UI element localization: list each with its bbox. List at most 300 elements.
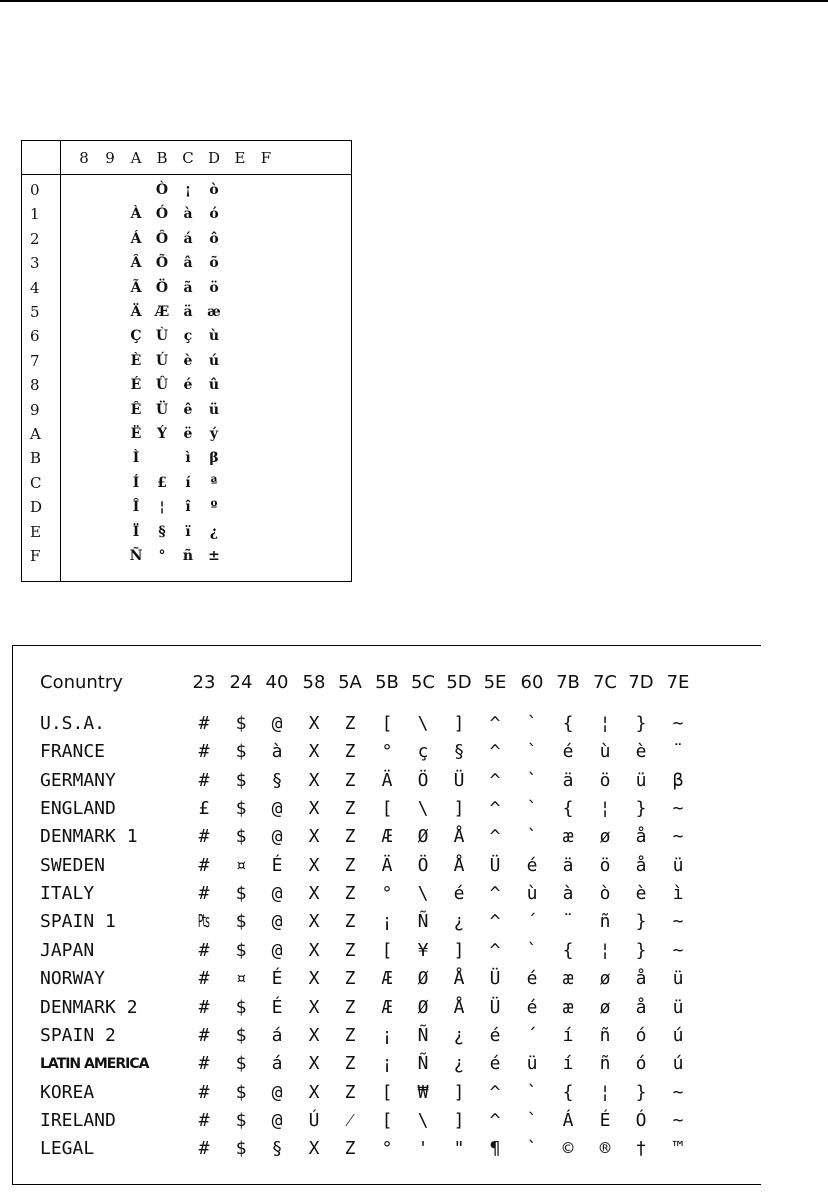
country-character: {: [562, 1081, 574, 1103]
country-character: X: [308, 883, 320, 905]
code-page-glyph: á: [183, 230, 193, 247]
code-page-glyph: Ù: [155, 328, 169, 345]
code-page-glyph: ó: [209, 206, 219, 223]
code-page-glyph: À: [130, 206, 142, 223]
country-character: Z: [344, 854, 356, 876]
country-character: Ñ: [417, 1053, 429, 1075]
country-character: X: [308, 713, 320, 734]
code-page-glyph: ª: [210, 474, 218, 491]
code-page-glyph: Ö: [155, 279, 169, 296]
country-name: KOREA: [40, 1081, 95, 1103]
code-page-row-label: A: [30, 425, 41, 443]
country-character: ¡: [381, 1053, 393, 1075]
country-character: #: [198, 826, 210, 848]
country-character: é: [526, 996, 538, 1018]
code-column-header: 60: [520, 672, 544, 693]
country-character: ]: [453, 713, 465, 734]
country-character: ]: [453, 798, 465, 820]
country-character: Ø: [417, 996, 429, 1018]
country-character: é: [526, 854, 538, 876]
code-page-glyph: í: [185, 474, 191, 491]
country-character: #: [198, 996, 210, 1018]
country-character: ¿: [453, 1024, 465, 1046]
code-page-glyph: ë: [183, 426, 193, 442]
country-character: $: [235, 1024, 247, 1046]
country-character: ¤: [235, 968, 247, 990]
country-character: Z: [344, 1081, 356, 1103]
country-character: Z: [344, 1024, 356, 1046]
code-page-header-divider: [22, 174, 351, 175]
country-character: Ä: [381, 769, 393, 791]
country-character: \: [417, 1109, 429, 1131]
country-character: é: [489, 1053, 501, 1075]
country-character: #: [198, 713, 210, 734]
country-character: @: [271, 883, 283, 905]
country-character: ]: [453, 1109, 465, 1131]
code-page-glyph: ü: [208, 401, 220, 418]
country-character: ñ: [599, 1053, 611, 1075]
country-character: $: [235, 1053, 247, 1075]
country-name: JAPAN: [40, 939, 95, 961]
country-character: @: [271, 1109, 283, 1131]
country-character: Ú: [308, 1109, 320, 1131]
country-character: `: [526, 826, 538, 848]
country-character: [: [381, 713, 393, 734]
international-character-table: [12, 645, 761, 1185]
country-character: }: [635, 713, 647, 734]
country-character: #: [198, 1109, 210, 1131]
country-character: É: [271, 968, 283, 990]
code-page-glyph: ò: [209, 182, 219, 198]
country-character: Z: [344, 826, 356, 848]
country-character: ñ: [599, 911, 611, 933]
country-character: Ñ: [417, 911, 429, 933]
country-character: X: [308, 1138, 320, 1160]
country-character: ó: [635, 1053, 647, 1075]
country-character: `: [526, 769, 538, 791]
code-page-column-header: B: [156, 149, 168, 167]
country-character: #: [198, 741, 210, 763]
country-character: `: [526, 939, 538, 961]
country-character: ": [453, 1138, 465, 1160]
country-character: £: [198, 798, 210, 820]
country-character: ': [417, 1138, 429, 1160]
country-character: #: [198, 883, 210, 905]
country-character: °: [381, 741, 393, 763]
country-name: ENGLAND: [40, 798, 116, 820]
code-page-row-label: 6: [30, 327, 40, 346]
country-character: ¦: [599, 1081, 611, 1103]
country-character: å: [635, 826, 647, 848]
country-character: #: [198, 1081, 210, 1103]
country-character: X: [308, 854, 320, 876]
country-character: ü: [672, 968, 684, 990]
code-page-glyph: Ü: [155, 401, 169, 418]
code-column-header: 7C: [592, 672, 618, 693]
country-character: Ü: [489, 968, 501, 990]
country-character: `: [526, 798, 538, 820]
country-character: Æ: [381, 968, 393, 990]
code-page-column-header: 8: [79, 149, 89, 167]
code-page-glyph: î: [185, 499, 191, 516]
country-character: †: [635, 1138, 647, 1160]
country-character: ´: [526, 911, 538, 933]
country-character: }: [635, 798, 647, 820]
country-character: ú: [672, 1053, 684, 1075]
code-page-glyph: β: [209, 450, 219, 467]
country-character: X: [308, 798, 320, 820]
country-name: DENMARK 2: [40, 996, 138, 1018]
country-character: Z: [344, 1053, 356, 1075]
country-character: $: [235, 826, 247, 848]
country-character: é: [562, 741, 574, 763]
country-character: ₩: [417, 1081, 429, 1103]
country-character: ü: [672, 854, 684, 876]
country-character: @: [271, 939, 283, 961]
country-character: ì: [672, 883, 684, 905]
code-page-glyph: Ê: [130, 401, 142, 418]
code-column-header: 5C: [410, 672, 436, 693]
country-character: ^: [489, 826, 501, 848]
code-page-glyph: â: [183, 255, 193, 272]
code-column-header: 40: [265, 672, 289, 693]
country-character: Ó: [635, 1109, 647, 1131]
country-character: Z: [344, 883, 356, 905]
code-page-glyph: ä: [183, 304, 193, 320]
country-character: ^: [489, 741, 501, 763]
country-character: #: [198, 769, 210, 791]
country-name: LEGAL: [40, 1138, 95, 1160]
country-character: Z: [344, 1138, 356, 1160]
country-character: ]: [453, 1081, 465, 1103]
country-character: Á: [562, 1109, 574, 1131]
country-character: ¤: [235, 854, 247, 876]
country-character: @: [271, 826, 283, 848]
country-name: SPAIN 1: [40, 911, 116, 933]
country-character: X: [308, 826, 320, 848]
code-page-glyph: Ï: [132, 523, 140, 540]
country-character: °: [381, 883, 393, 905]
code-page-glyph: Ó: [155, 206, 169, 223]
country-character: X: [308, 1053, 320, 1075]
country-character: §: [271, 1138, 283, 1160]
code-column-header: 5E: [483, 672, 507, 693]
code-column-header: 5D: [446, 672, 472, 693]
code-page-glyph: ¿: [209, 523, 219, 540]
country-character: Z: [344, 713, 356, 734]
country-character: Ñ: [417, 1024, 429, 1046]
country-character: $: [235, 883, 247, 905]
country-character: ä: [562, 854, 574, 876]
country-character: É: [271, 996, 283, 1018]
code-page-glyph: ê: [183, 401, 193, 418]
country-character: Z: [344, 769, 356, 791]
code-page-row-label: C: [30, 473, 42, 492]
country-character: ®: [599, 1138, 611, 1160]
country-character: à: [271, 741, 283, 763]
country-name: U.S.A.: [40, 713, 106, 734]
country-character: É: [599, 1109, 611, 1131]
country-character: #: [198, 1053, 210, 1075]
code-page-glyph: ¡: [184, 182, 192, 198]
country-name: ITALY: [40, 883, 95, 905]
code-page-column-header: E: [234, 149, 246, 167]
country-character: í: [562, 1024, 574, 1046]
country-character: Ø: [417, 826, 429, 848]
code-column-header: 7D: [628, 672, 654, 693]
country-character: é: [453, 883, 465, 905]
code-page-glyph: Æ: [154, 304, 170, 320]
code-page-row-label: 9: [30, 400, 40, 419]
country-character: $: [235, 798, 247, 820]
country-character: @: [271, 911, 283, 933]
code-page-row-label: 3: [30, 254, 40, 273]
code-page-glyph: Í: [132, 474, 140, 491]
country-character: Å: [453, 968, 465, 990]
code-page-glyph: ì: [185, 450, 191, 467]
country-character: $: [235, 1138, 247, 1160]
country-character: [: [381, 1109, 393, 1131]
country-character: ¦: [599, 713, 611, 734]
country-character: ò: [599, 883, 611, 905]
country-character: X: [308, 939, 320, 961]
country-character: å: [635, 996, 647, 1018]
country-character: ø: [599, 826, 611, 848]
code-page-glyph: ã: [183, 279, 193, 296]
country-character: {: [562, 798, 574, 820]
country-character: #: [198, 968, 210, 990]
country-character: $: [235, 911, 247, 933]
code-page-column-header: D: [207, 149, 221, 167]
country-character: `: [526, 713, 538, 734]
country-character: $: [235, 769, 247, 791]
country-character: ¦: [599, 939, 611, 961]
country-name: SPAIN 2: [40, 1024, 116, 1046]
country-character: {: [562, 713, 574, 734]
country-character: ó: [635, 1024, 647, 1046]
country-character: ₧: [198, 911, 210, 933]
country-character: Ä: [381, 854, 393, 876]
country-character: ù: [526, 883, 538, 905]
country-character: ^: [489, 883, 501, 905]
country-character: [: [381, 939, 393, 961]
country-character: á: [271, 1053, 283, 1075]
country-character: Z: [344, 968, 356, 990]
country-character: é: [526, 968, 538, 990]
country-character: \: [417, 883, 429, 905]
code-page-glyph: É: [130, 377, 142, 394]
code-page-glyph: ±: [208, 548, 220, 564]
code-page-glyph: é: [183, 377, 193, 394]
code-page-column-header: 9: [105, 149, 115, 167]
country-character: $: [235, 1109, 247, 1131]
code-page-column-header: A: [130, 149, 142, 167]
country-character: }: [635, 939, 647, 961]
country-character: Z: [344, 911, 356, 933]
code-page-glyph: Û: [155, 377, 169, 394]
code-page-row-label: B: [30, 449, 42, 468]
country-character: å: [635, 854, 647, 876]
country-character: ü: [672, 996, 684, 1018]
country-character: ¦: [599, 798, 611, 820]
country-character: Å: [453, 996, 465, 1018]
code-page-row-label: 7: [30, 351, 40, 370]
country-character: @: [271, 1081, 283, 1103]
country-character: [: [381, 798, 393, 820]
country-character: X: [308, 911, 320, 933]
country-name: GERMANY: [40, 769, 116, 791]
code-page-glyph: Ò: [155, 182, 169, 198]
country-character: `: [526, 1081, 538, 1103]
country-character: Z: [344, 996, 356, 1018]
country-character: `: [526, 1138, 538, 1160]
code-page-glyph: ¦: [159, 499, 165, 516]
code-page-glyph: û: [208, 377, 220, 394]
country-character: ^: [489, 1081, 501, 1103]
country-character: ~: [672, 911, 684, 933]
code-column-header: 7E: [666, 672, 690, 693]
code-page-glyph: Î: [132, 499, 140, 516]
country-character: Z: [344, 939, 356, 961]
country-character: X: [308, 1081, 320, 1103]
top-rule: [0, 0, 828, 2]
country-character: #: [198, 939, 210, 961]
code-page-row-label: 5: [30, 303, 40, 321]
country-character: ú: [672, 1024, 684, 1046]
country-character: ^: [489, 939, 501, 961]
country-character: [: [381, 1081, 393, 1103]
country-character: Ü: [489, 854, 501, 876]
country-character: ñ: [599, 1024, 611, 1046]
country-character: Ø: [417, 968, 429, 990]
code-column-header: 24: [229, 672, 253, 693]
country-character: #: [198, 1138, 210, 1160]
country-character: æ: [562, 826, 574, 848]
country-character: ø: [599, 968, 611, 990]
country-character: ~: [672, 826, 684, 848]
country-character: `: [526, 741, 538, 763]
code-page-glyph: Ú: [155, 352, 169, 369]
country-character: ¥: [417, 939, 429, 961]
code-page-glyph: ú: [208, 352, 220, 369]
code-page-glyph: è: [183, 352, 193, 369]
country-character: #: [198, 854, 210, 876]
country-character: Ü: [489, 996, 501, 1018]
country-character: ä: [562, 769, 574, 791]
country-character: æ: [562, 996, 574, 1018]
country-character: X: [308, 741, 320, 763]
code-page-glyph: º: [210, 499, 218, 516]
country-character: ^: [489, 798, 501, 820]
country-character: í: [562, 1053, 574, 1075]
country-character: $: [235, 996, 247, 1018]
country-character: ~: [672, 1109, 684, 1131]
country-character: }: [635, 911, 647, 933]
country-name: FRANCE: [40, 741, 106, 763]
code-column-header: 23: [192, 672, 216, 693]
country-character: X: [308, 1024, 320, 1046]
country-character: æ: [562, 968, 574, 990]
country-character: Å: [453, 854, 465, 876]
code-page-glyph: ç: [183, 328, 193, 345]
country-character: @: [271, 798, 283, 820]
code-page-column-header: C: [182, 149, 194, 167]
code-page-glyph: æ: [207, 304, 221, 320]
code-page-row-label: 2: [30, 229, 40, 248]
code-page-glyph: Ä: [130, 304, 142, 320]
country-character: ü: [635, 769, 647, 791]
country-character: °: [381, 1138, 393, 1160]
code-page-glyph: §: [158, 523, 166, 540]
code-page-row-label: D: [30, 498, 43, 517]
code-page-row-label: F: [30, 547, 41, 565]
country-character: ™: [672, 1138, 684, 1160]
country-character: ¶: [489, 1138, 501, 1160]
country-character: è: [635, 741, 647, 763]
code-page-glyph: È: [130, 352, 142, 369]
country-character: Z: [344, 741, 356, 763]
country-character: ^: [489, 713, 501, 734]
country-character: å: [635, 968, 647, 990]
code-page-glyph: ö: [209, 279, 219, 296]
country-character: X: [308, 996, 320, 1018]
code-column-header: 5A: [338, 672, 362, 693]
code-page-row-divider: [60, 141, 61, 581]
country-character: É: [271, 854, 283, 876]
country-character: é: [489, 1024, 501, 1046]
country-character: Ö: [417, 854, 429, 876]
country-character: \: [417, 798, 429, 820]
country-character: `: [526, 1109, 538, 1131]
country-character: β: [672, 769, 684, 791]
country-character: ´: [526, 1024, 538, 1046]
country-character: §: [453, 741, 465, 763]
code-page-row-label: 1: [30, 205, 40, 224]
code-page-row-label: E: [30, 522, 41, 541]
code-column-header: 58: [302, 672, 326, 693]
country-character: }: [635, 1081, 647, 1103]
country-character: $: [235, 741, 247, 763]
country-character: \: [417, 713, 429, 734]
country-character: #: [198, 1024, 210, 1046]
code-page-glyph: Ì: [132, 450, 140, 467]
code-page-glyph: °: [158, 548, 166, 564]
country-character: ⁄: [348, 1109, 352, 1131]
code-page-table: [21, 140, 352, 582]
country-character: ù: [599, 741, 611, 763]
code-page-row-label: 8: [30, 376, 40, 395]
country-name: LATIN AMERICA: [40, 1056, 149, 1073]
country-character: Z: [344, 798, 356, 820]
country-character: ¨: [562, 911, 574, 933]
country-character: X: [308, 769, 320, 791]
country-column-header: Conuntry: [40, 672, 123, 693]
country-character: á: [271, 1024, 283, 1046]
code-page-glyph: ñ: [182, 548, 194, 564]
country-character: X: [308, 968, 320, 990]
code-page-glyph: Ý: [157, 426, 167, 442]
country-character: ü: [526, 1053, 538, 1075]
code-page-glyph: õ: [209, 255, 219, 272]
code-page-glyph: à: [183, 206, 193, 223]
code-column-header: 7B: [556, 672, 580, 693]
code-page-glyph: ï: [185, 523, 191, 540]
country-character: ~: [672, 1081, 684, 1103]
code-page-row-label: 0: [30, 181, 40, 199]
country-character: Å: [453, 826, 465, 848]
country-character: Æ: [381, 826, 393, 848]
country-character: ç: [417, 741, 429, 763]
